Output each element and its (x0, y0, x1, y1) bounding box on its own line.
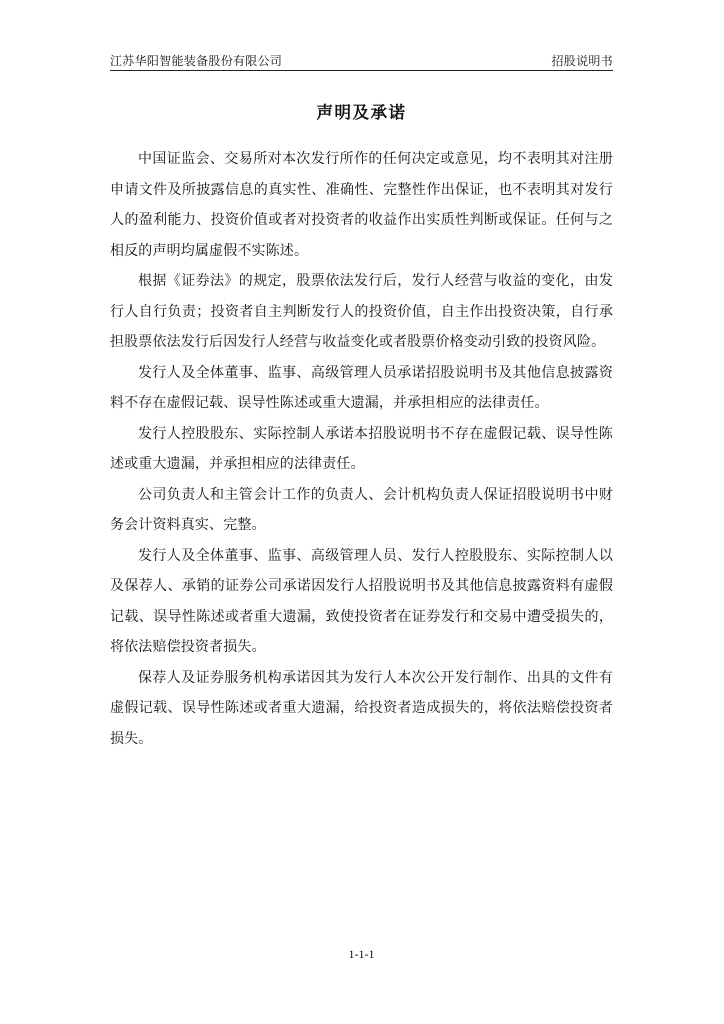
paragraph-sponsor-commitment: 保荐人及证券服务机构承诺因其为发行人本次公开发行制作、出具的文件有虚假记载、误导性陈述或者重大遗漏，给投资者造成损失的，将依法赔偿投资者损失。 (110, 669, 613, 747)
paragraph-csrc-disclaimer: 中国证监会、交易所对本次发行所作的任何决定或意见，均不表明其对注册申请文件及所披露信息的真实性、准确性、完整性作出保证，也不表明其对发行人的盈利能力、投资价值或者对投资者的收益作出实质性判断或保证。任何与之相反的声明均属虚假不实陈述。 (110, 151, 613, 259)
paragraph-issuer-directors-commitment: 发行人及全体董事、监事、高级管理人员承诺招股说明书及其他信息披露资料不存在虚假记载、误导性陈述或重大遗漏，并承担相应的法律责任。 (110, 364, 613, 411)
paragraph-accounting-guarantee: 公司负责人和主管会计工作的负责人、会计机构负责人保证招股说明书中财务会计资料真实、完整。 (110, 486, 613, 533)
paragraph-controlling-shareholder-commitment: 发行人控股股东、实际控制人承诺本招股说明书不存在虚假记载、误导性陈述或重大遗漏，并承担相应的法律责任。 (110, 425, 613, 472)
paragraph-compensation-commitment: 发行人及全体董事、监事、高级管理人员、发行人控股股东、实际控制人以及保荐人、承销的证券公司承诺因发行人招股说明书及其他信息披露资料有虚假记载、误导性陈述或者重大遗漏，致使投资者在证券发行和交易中遭受损失的，将依法赔偿投资者损失。 (110, 547, 613, 655)
page-number: 1-1-1 (348, 947, 375, 961)
paragraph-securities-law: 根据《证券法》的规定，股票依法发行后，发行人经营与收益的变化，由发行人自行负责；投资者自主判断发行人的投资价值，自主作出投资决策，自行承担股票依法发行后因发行人经营与收益变化或者股票价格变动引致的投资风险。 (110, 273, 613, 350)
page-title: 声明及承诺 (316, 103, 407, 122)
header-document-type: 招股说明书 (551, 54, 613, 68)
page-header (110, 50, 613, 71)
header-company-name: 江苏华阳智能装备股份有限公司 (110, 54, 283, 68)
statement-body (110, 144, 613, 754)
